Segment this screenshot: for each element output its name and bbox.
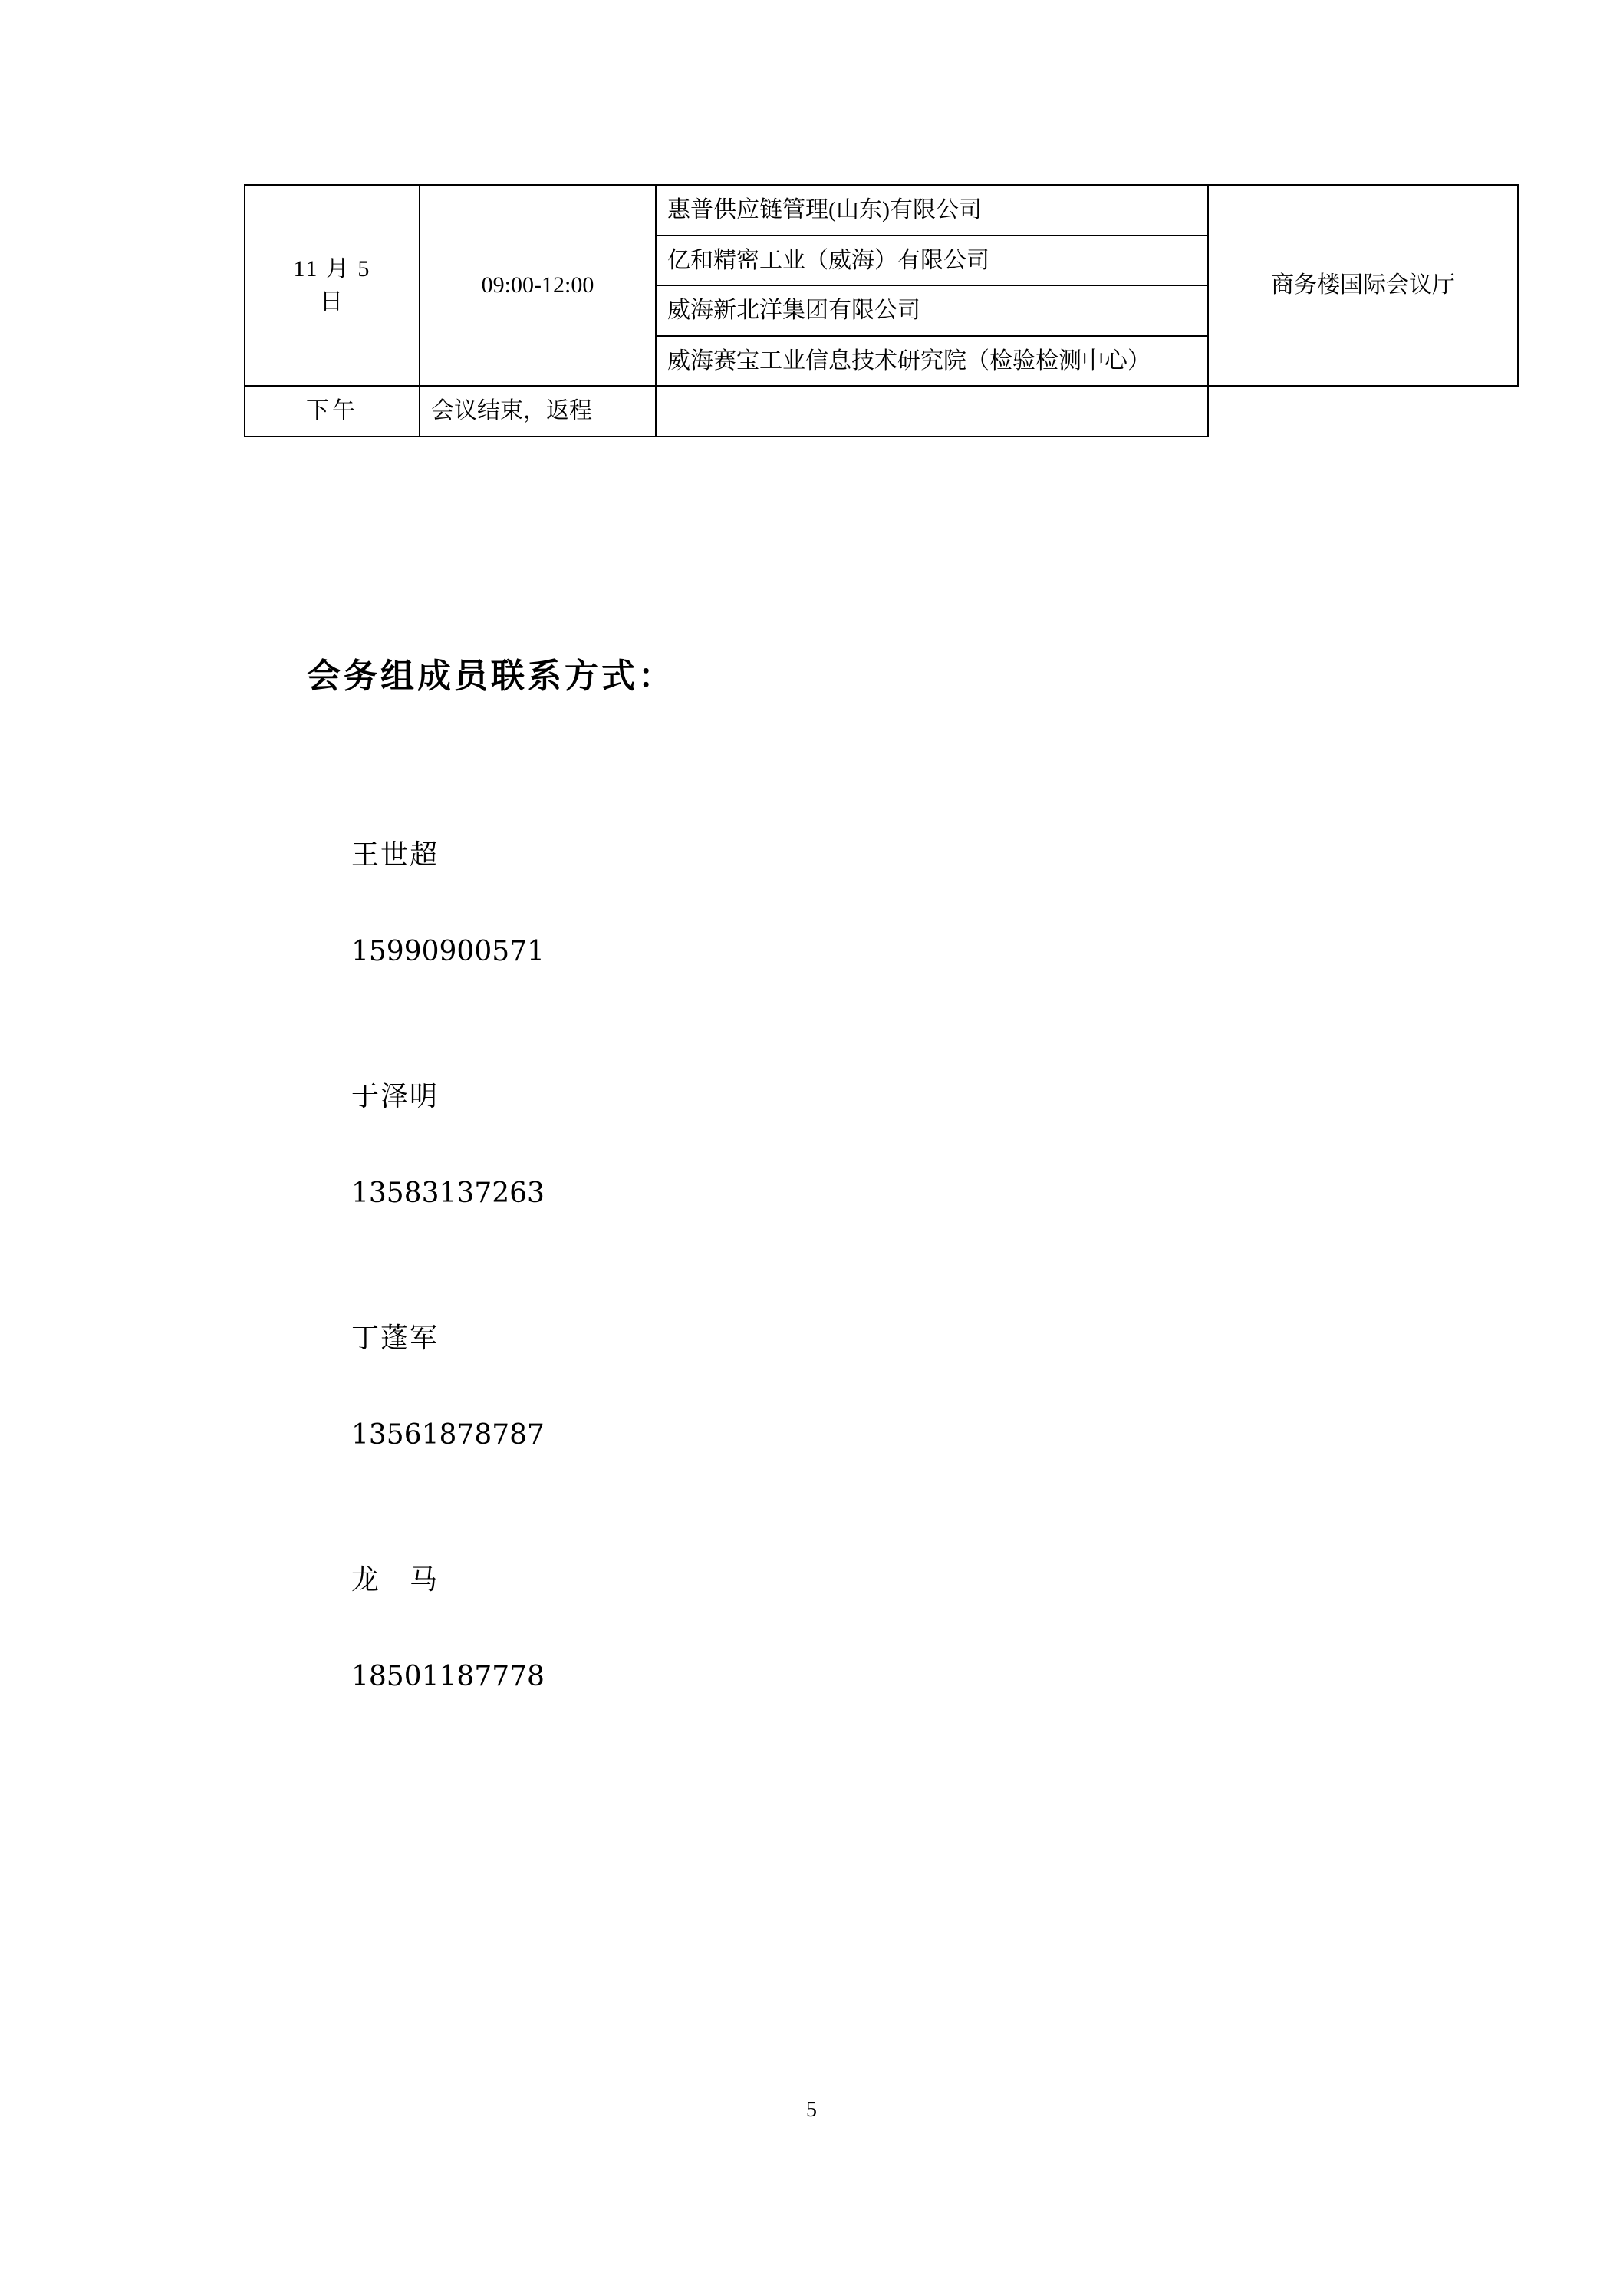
schedule-content-cell: 威海新北洋集团有限公司 bbox=[656, 285, 1208, 336]
table-row bbox=[245, 386, 1518, 436]
schedule-content-cell: 亿和精密工业（威海）有限公司 bbox=[656, 236, 1208, 286]
list-item bbox=[305, 782, 545, 1266]
schedule-content-cell: 惠普供应链管理(山东)有限公司 bbox=[656, 185, 1208, 236]
schedule-table-wrapper bbox=[244, 184, 1455, 437]
schedule-time-cell: 09:00-12:00 bbox=[420, 185, 656, 386]
schedule-content-cell: 会议结束，返程 bbox=[420, 386, 656, 436]
page-number: 5 bbox=[806, 2098, 817, 2122]
schedule-time-cell: 下午 bbox=[245, 386, 420, 436]
schedule-date-line1: 11 月 5 bbox=[293, 255, 371, 282]
list-item bbox=[305, 1266, 545, 1749]
schedule-content-cell: 威海赛宝工业信息技术研究院（检验检测中心） bbox=[656, 336, 1208, 387]
contact-phone: 13561878787 bbox=[351, 1419, 545, 1451]
contact-name: 龙 马 bbox=[351, 1564, 439, 1595]
schedule-table bbox=[244, 184, 1519, 437]
contact-phone: 15990900571 bbox=[351, 936, 545, 967]
contacts-heading: 会务组成员联系方式： bbox=[307, 657, 675, 695]
schedule-date-cell bbox=[245, 185, 420, 386]
contacts-list bbox=[305, 782, 545, 1749]
schedule-place-cell: 商务楼国际会议厅 bbox=[1208, 185, 1518, 386]
contact-name: 丁蓬军 bbox=[351, 1323, 439, 1353]
contact-name: 王世超 bbox=[351, 839, 439, 870]
contact-phone: 18501187778 bbox=[351, 1661, 545, 1692]
schedule-date-line2: 日 bbox=[320, 289, 344, 315]
schedule-place-cell bbox=[656, 386, 1208, 436]
contact-phone: 13583137263 bbox=[351, 1178, 545, 1209]
contact-name: 于泽明 bbox=[351, 1081, 439, 1112]
table-row bbox=[245, 185, 1518, 236]
